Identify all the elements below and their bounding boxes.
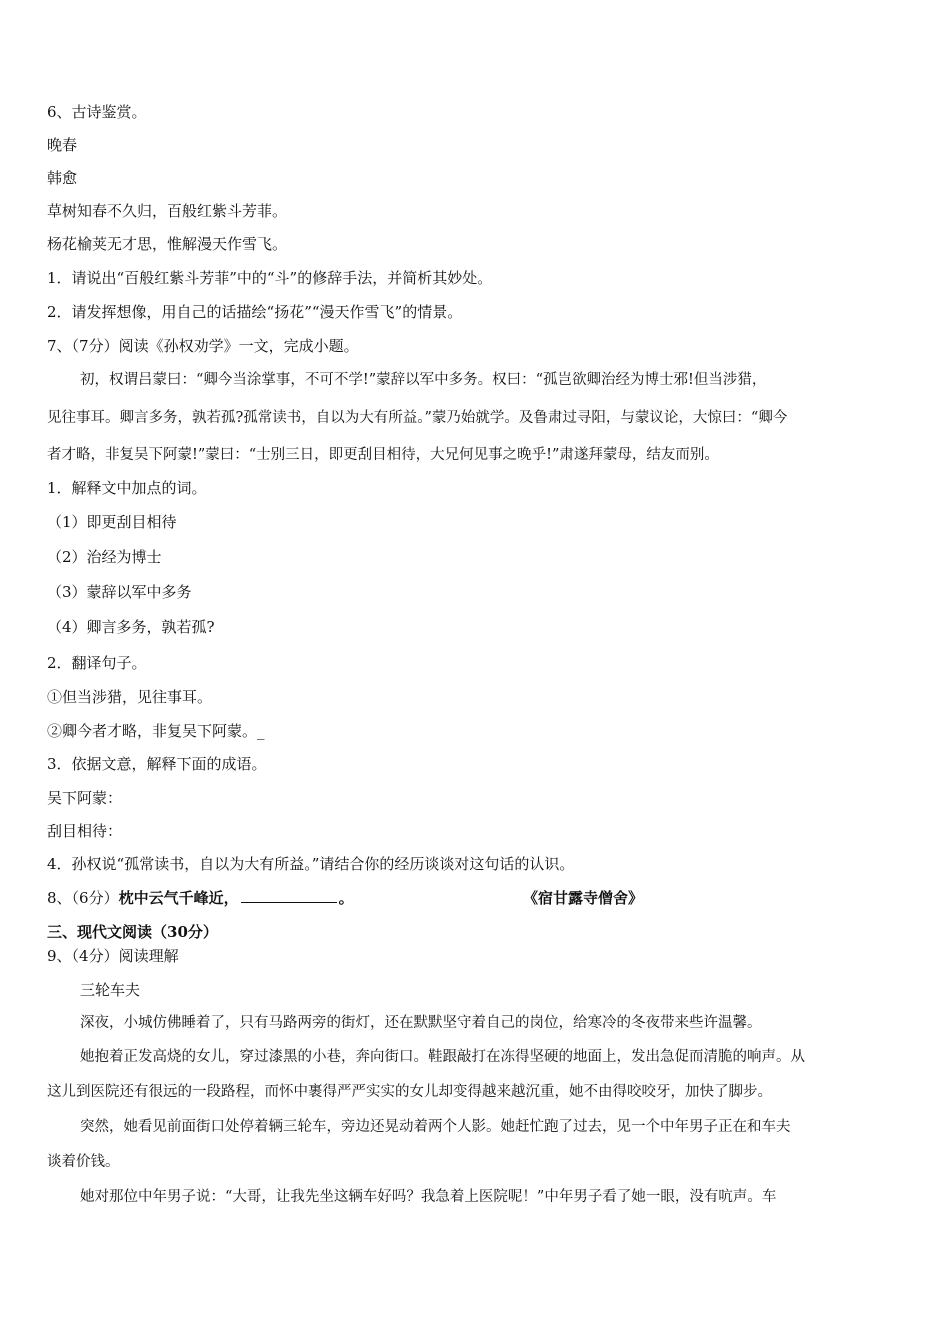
q7-sub4: 4．孙权说“孤常读书，自以为大有所益。”请结合你的经历谈谈对这句话的认识。 (47, 855, 575, 873)
q8-blank (241, 888, 337, 903)
q6-sub1: 1．请说出“百般红紫斗芳菲”中的“斗”的修辞手法，并简析其妙处。 (47, 269, 493, 287)
story-line: 突然，她看见前面街口处停着辆三轮车，旁边还晃动着两个人影。她赶忙跑了过去，见一个中年男子正在和车夫 (80, 1119, 791, 1135)
poem-line: 杨花榆荚无才思，惟解漫天作雪飞。 (47, 235, 288, 253)
story-line: 深夜，小城仿佛睡着了，只有马路两旁的街灯，还在默默坚守着自己的岗位，给寒冷的冬夜带来些许温馨。 (80, 1015, 762, 1031)
poem-line: 草树知春不久归，百般红紫斗芳菲。 (47, 202, 288, 220)
q7-sub1-item: （1）即更刮目相待 (47, 513, 177, 531)
q7-sub2-item: ①但当涉猎，见往事耳。 (47, 688, 213, 706)
story-line: 谈着价钱。 (47, 1154, 120, 1170)
poem-author: 韩愈 (47, 169, 78, 187)
q8-verse: 枕中云气千峰近， (118, 889, 239, 907)
q7-sub2: 2．翻译句子。 (47, 654, 147, 672)
story-title: 三轮车夫 (80, 981, 141, 999)
q7-sub1-item: （3）蒙辞以军中多务 (47, 583, 192, 601)
q6-heading: 6、古诗鉴赏。 (47, 103, 147, 121)
passage-line: 者才略，非复吴下阿蒙!”蒙曰：“士别三日，即更刮目相待，大兄何见事之晚乎!”肃遂拜蒙母，结友而别。 (47, 447, 719, 463)
q8-prefix: 8、（6分） (47, 889, 119, 907)
q7-heading: 7、（7分）阅读《孙权劝学》一文，完成小题。 (47, 337, 359, 355)
q7-sub3-item: 吴下阿蒙： (47, 789, 123, 807)
q7-sub1-item: （4）卿言多务，孰若孤? (47, 618, 215, 636)
q7-sub1: 1．解释文中加点的词。 (47, 479, 207, 497)
q8-line (47, 888, 354, 908)
q7-sub3: 3．依据文意，解释下面的成语。 (47, 755, 267, 773)
story-line: 她抱着正发高烧的女儿，穿过漆黑的小巷，奔向街口。鞋跟敲打在冻得坚硬的地面上，发出急促而清脆的响声。从 (80, 1049, 805, 1065)
q8-period: 。 (338, 889, 354, 907)
q7-sub2-item: ②卿今者才略，非复吴下阿蒙。_ (47, 722, 265, 740)
q8-source: 《宿甘露寺僧舍》 (523, 889, 644, 907)
q9-heading: 9、（4分）阅读理解 (47, 947, 179, 965)
q6-sub2: 2．请发挥想像，用自己的话描绘“扬花”“漫天作雪飞”的情景。 (47, 303, 463, 321)
section3-heading: 三、现代文阅读（30分） (47, 923, 218, 941)
q7-sub1-item: （2）治经为博士 (47, 548, 162, 566)
story-line: 这儿到医院还有很远的一段路程，而怀中裹得严严实实的女儿却变得越来越沉重，她不由得咬咬牙，加快了脚步。 (47, 1084, 772, 1100)
poem-title: 晚春 (47, 136, 78, 154)
q7-sub3-item: 刮目相待： (47, 822, 123, 840)
passage-line: 初，权谓吕蒙曰：“卿今当涂掌事，不可不学!”蒙辞以军中多务。权曰：“孤岂欲卿治经为博士邪!但当涉猎， (80, 372, 767, 388)
story-line: 她对那位中年男子说：“大哥，让我先坐这辆车好吗？我急着上医院呢！”中年男子看了她一眼，没有吭声。车 (80, 1189, 777, 1205)
passage-line: 见往事耳。卿言多务，孰若孤?孤常读书，自以为大有所益。”蒙乃始就学。及鲁肃过寻阳，与蒙议论，大惊曰：“卿今 (47, 410, 788, 426)
